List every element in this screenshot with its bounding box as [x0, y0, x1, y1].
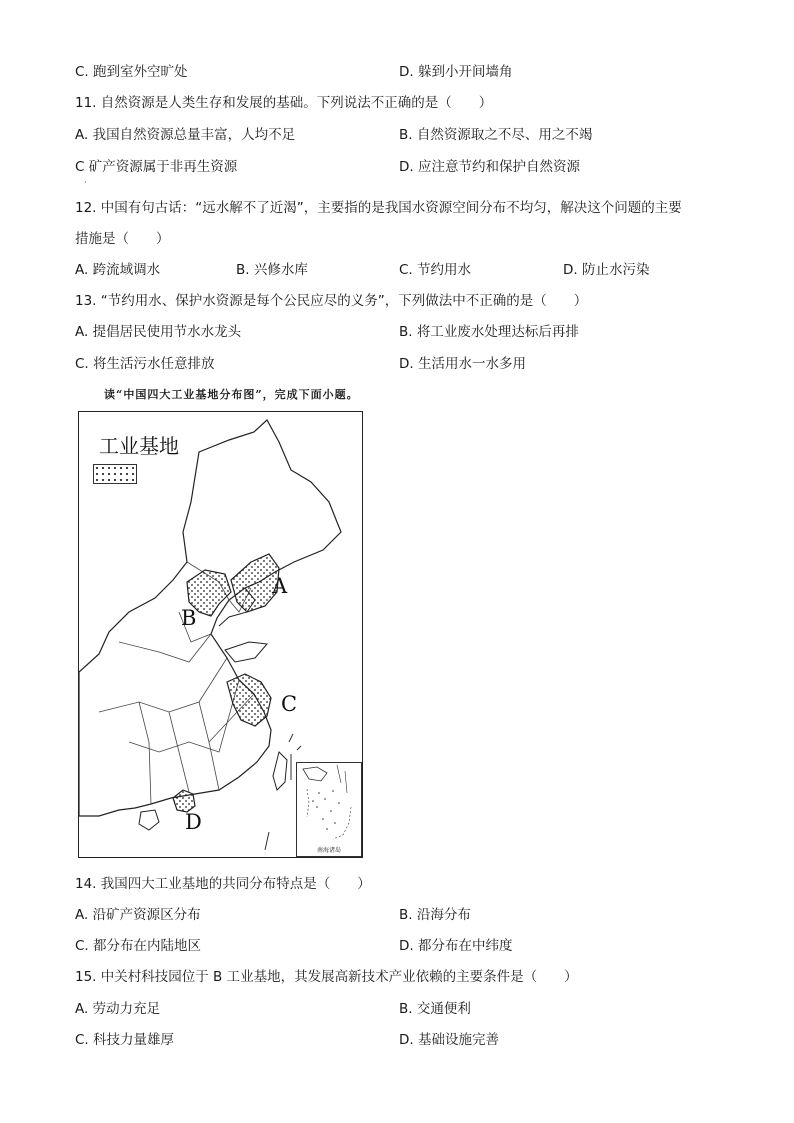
option-q12-c: C. 节约用水: [399, 262, 472, 278]
option-q11-d: D. 应注意节约和保护自然资源: [399, 159, 580, 175]
option-q15-b: B. 交通便利: [399, 1001, 471, 1017]
inset-label: 南海诸岛: [316, 847, 341, 854]
option-q14-b: B. 沿海分布: [399, 907, 471, 923]
option-q11-b: B. 自然资源取之不尽、用之不竭: [399, 127, 593, 143]
map-label-b: B: [181, 606, 197, 630]
question-12-stem-line2: 措施是（ ）: [75, 231, 170, 247]
option-q10-c: C. 跑到室外空旷处: [75, 64, 188, 80]
map-label-a: A: [272, 574, 288, 598]
industrial-base-map: [78, 411, 363, 858]
region-d: [173, 790, 195, 812]
region-c: [227, 674, 271, 726]
question-11-stem: 11. 自然资源是人类生存和发展的基础。下列说法不正确的是（ ）: [75, 95, 493, 111]
map-label-d: D: [185, 810, 202, 834]
map-title: 工业基地: [99, 434, 179, 458]
china-outline: [79, 420, 341, 816]
option-q12-b: B. 兴修水库: [236, 262, 308, 278]
option-q11-c: C 矿产资源属于非再生资源: [75, 159, 238, 175]
option-q13-c: C. 将生活污水任意排放: [75, 356, 215, 372]
option-q13-d: D. 生活用水一水多用: [399, 356, 526, 372]
option-q15-c: C. 科技力量雄厚: [75, 1032, 175, 1048]
option-q12-a: A. 跨流域调水: [75, 262, 161, 278]
south-china-sea-inset: [296, 762, 362, 857]
inset-islands-svg: [297, 763, 361, 843]
option-q14-c: C. 都分布在内陆地区: [75, 938, 202, 954]
option-q14-d: D. 都分布在中纬度: [399, 938, 513, 954]
shandong-peninsula: [225, 642, 267, 662]
option-q13-a: A. 提倡居民使用节水水龙头: [75, 324, 242, 340]
question-14-stem: 14. 我国四大工业基地的共同分布特点是（ ）: [75, 876, 371, 892]
question-13-stem: 13. “节约用水、保护水资源是每个公民应尽的义务”，下列做法中不正确的是（ ）: [75, 293, 588, 309]
stray-dot: ·: [84, 178, 87, 187]
option-q10-d: D. 躲到小开间墙角: [399, 64, 513, 80]
taiwan-outline: [273, 752, 287, 790]
option-q15-d: D. 基础设施完善: [399, 1032, 499, 1048]
option-q11-a: A. 我国自然资源总量丰富，人均不足: [75, 127, 296, 143]
option-q13-b: B. 将工业废水处理达标后再排: [399, 324, 579, 340]
option-q15-a: A. 劳动力充足: [75, 1001, 161, 1017]
map-caption: 读“中国四大工业基地分布图”，完成下面小题。: [104, 388, 359, 401]
map-label-c: C: [281, 692, 298, 716]
option-q14-a: A. 沿矿产资源区分布: [75, 907, 201, 923]
hainan-outline: [139, 810, 159, 830]
question-15-stem: 15. 中关村科技园位于 B 工业基地，其发展高新技术产业依赖的主要条件是（ ）: [75, 969, 578, 985]
question-12-stem-line1: 12. 中国有句古话：“远水解不了近渴”，主要指的是我国水资源空间分布不均匀，解决这个问题的主要: [75, 200, 682, 216]
option-q12-d: D. 防止水污染: [563, 262, 650, 278]
